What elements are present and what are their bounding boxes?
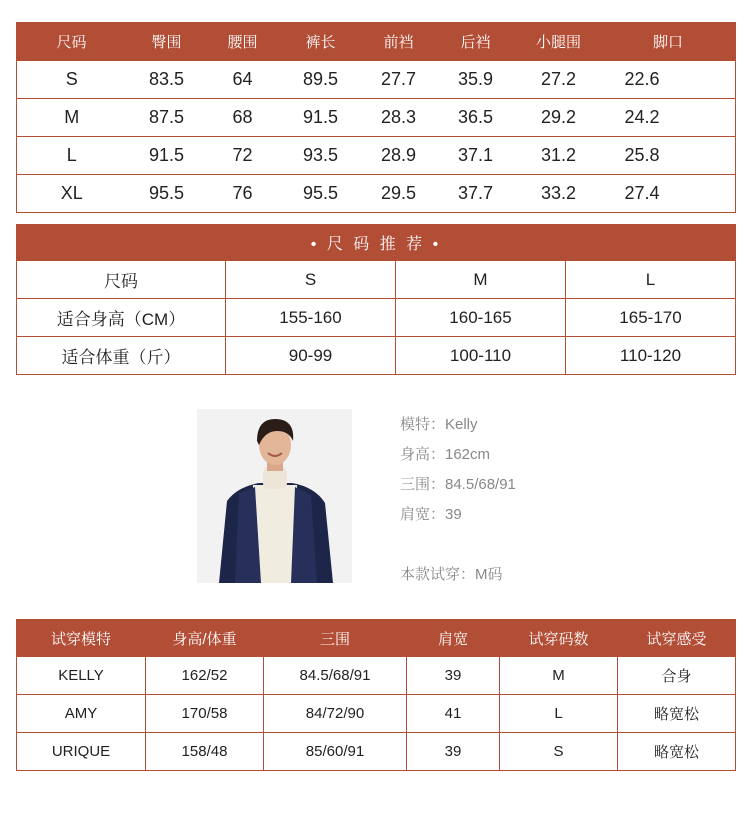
table-row	[17, 695, 736, 733]
cell: 尺码	[17, 261, 226, 299]
header-hip: 臀围	[127, 23, 207, 61]
cell: 91.5	[127, 137, 207, 175]
cell: 31.2	[517, 137, 601, 175]
cell: 155-160	[226, 299, 396, 337]
cell: 84/72/90	[264, 695, 407, 733]
cell: 27.2	[517, 61, 601, 99]
size-chart-table	[16, 22, 736, 213]
cell: 90-99	[226, 337, 396, 375]
cell: 25.8	[601, 137, 736, 175]
size-recommend-table	[16, 224, 736, 375]
cell: 28.9	[363, 137, 435, 175]
model-measurements: 三围：84.5/68/91	[400, 476, 516, 493]
model-photo	[197, 409, 352, 583]
model-height: 身高：162cm	[400, 446, 491, 463]
header-size-tried: 试穿码数	[500, 620, 618, 657]
cell: 33.2	[517, 175, 601, 213]
cell: 35.9	[435, 61, 517, 99]
cell: 84.5/68/91	[264, 657, 407, 695]
cell: 28.3	[363, 99, 435, 137]
cell: 37.7	[435, 175, 517, 213]
cell: L	[500, 695, 618, 733]
cell: S	[226, 261, 396, 299]
cell: 95.5	[127, 175, 207, 213]
cell: 91.5	[279, 99, 363, 137]
cell: S	[500, 733, 618, 771]
cell: 76	[207, 175, 279, 213]
table-row	[17, 657, 736, 695]
cell: 合身	[618, 657, 736, 695]
cell: 100-110	[396, 337, 566, 375]
cell: L	[566, 261, 736, 299]
cell: 27.4	[601, 175, 736, 213]
table-row	[17, 299, 736, 337]
cell: 适合身高（CM）	[17, 299, 226, 337]
table-row	[17, 337, 736, 375]
cell: 165-170	[566, 299, 736, 337]
cell: URIQUE	[17, 733, 146, 771]
cell: 83.5	[127, 61, 207, 99]
cell: KELLY	[17, 657, 146, 695]
cell: 22.6	[601, 61, 736, 99]
cell: M	[396, 261, 566, 299]
cell: 略宽松	[618, 733, 736, 771]
size-chart-header	[17, 23, 736, 61]
cell: 29.2	[517, 99, 601, 137]
cell: 72	[207, 137, 279, 175]
fitting-header	[17, 620, 736, 657]
cell: 93.5	[279, 137, 363, 175]
table-row	[17, 99, 736, 137]
cell: 27.7	[363, 61, 435, 99]
cell-size: M	[17, 99, 127, 137]
cell: 适合体重（斤）	[17, 337, 226, 375]
cell: 29.5	[363, 175, 435, 213]
cell: 39	[407, 657, 500, 695]
cell: 39	[407, 733, 500, 771]
cell: 68	[207, 99, 279, 137]
model-name: 模特：Kelly	[400, 416, 478, 433]
header-size: 尺码	[17, 23, 127, 61]
table-row	[17, 61, 736, 99]
cell: 89.5	[279, 61, 363, 99]
header-model: 试穿模特	[17, 620, 146, 657]
header-back-rise: 后裆	[435, 23, 517, 61]
cell: 36.5	[435, 99, 517, 137]
header-waist: 腰围	[207, 23, 279, 61]
cell: 158/48	[146, 733, 264, 771]
cell: AMY	[17, 695, 146, 733]
fitting-table	[16, 619, 736, 771]
cell: 37.1	[435, 137, 517, 175]
cell: 41	[407, 695, 500, 733]
header-front-rise: 前裆	[363, 23, 435, 61]
cell: 87.5	[127, 99, 207, 137]
header-hem: 脚口	[601, 23, 736, 61]
cell: 160-165	[396, 299, 566, 337]
header-height-weight: 身高/体重	[146, 620, 264, 657]
cell: 170/58	[146, 695, 264, 733]
recommend-title: • 尺 码 推 荐 •	[17, 225, 736, 261]
cell: 64	[207, 61, 279, 99]
cell: M	[500, 657, 618, 695]
model-shoulder: 肩宽：39	[400, 506, 462, 523]
header-calf: 小腿围	[517, 23, 601, 61]
header-feel: 试穿感受	[618, 620, 736, 657]
cell-size: L	[17, 137, 127, 175]
header-length: 裤长	[279, 23, 363, 61]
cell: 24.2	[601, 99, 736, 137]
cell: 110-120	[566, 337, 736, 375]
cell-size: S	[17, 61, 127, 99]
table-row	[17, 175, 736, 213]
cell: 162/52	[146, 657, 264, 695]
table-row	[17, 137, 736, 175]
table-row	[17, 261, 736, 299]
header-measurements: 三围	[264, 620, 407, 657]
cell: 85/60/91	[264, 733, 407, 771]
recommend-title-row	[17, 225, 736, 261]
table-row	[17, 733, 736, 771]
cell-size: XL	[17, 175, 127, 213]
header-shoulder: 肩宽	[407, 620, 500, 657]
cell: 略宽松	[618, 695, 736, 733]
model-info	[400, 414, 516, 594]
cell: 95.5	[279, 175, 363, 213]
model-tried-size: 本款试穿：M码	[400, 566, 503, 583]
